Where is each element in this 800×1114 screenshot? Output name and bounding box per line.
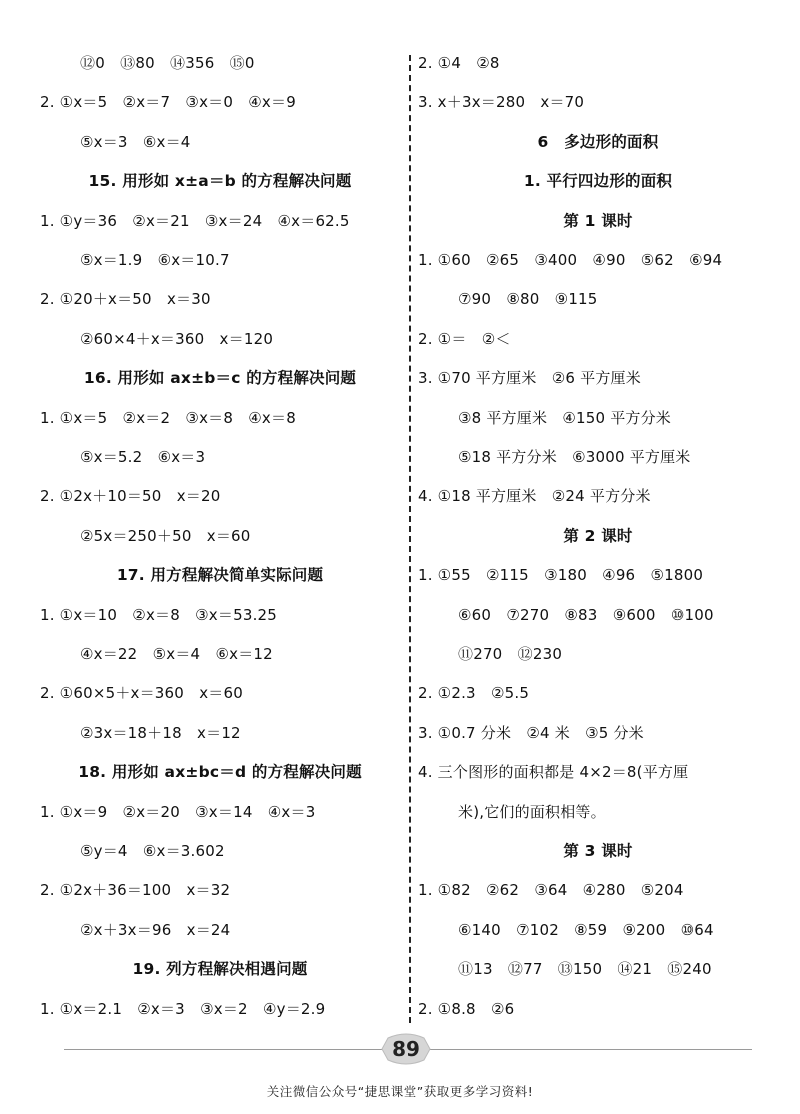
answer-line: 2. ①＝ ②＜ [418, 329, 511, 348]
answer-line: 1. ①x＝5 ②x＝2 ③x＝8 ④x＝8 [40, 408, 296, 427]
answer-line: 1. ①x＝10 ②x＝8 ③x＝53.25 [40, 605, 278, 624]
section-heading: 第 1 课时 [563, 211, 633, 230]
answer-line: ⑤x＝5.2 ⑥x＝3 [80, 448, 206, 466]
answer-line: 1. ①55 ②115 ③180 ④96 ⑤1800 [418, 566, 704, 585]
footer-note: 关注微信公众号“捷思课堂”获取更多学习资料! [266, 1084, 534, 1099]
section-heading: 第 2 课时 [563, 526, 633, 545]
footer-rule-left [64, 1049, 382, 1050]
column-divider [409, 55, 411, 1023]
answer-line: 1. ①x＝9 ②x＝20 ③x＝14 ④x＝3 [40, 802, 316, 821]
answer-line: ⑥140 ⑦102 ⑧59 ⑨200 ⑩64 [458, 920, 714, 939]
answer-line: 2. ①2.3 ②5.5 [418, 684, 530, 703]
section-heading: 16. 用形如 ax±b＝c 的方程解决问题 [83, 369, 357, 388]
answer-line: 4. ①18 平方厘米 ②24 平方分米 [418, 487, 651, 506]
answer-line: 1. ①82 ②62 ③64 ④280 ⑤204 [418, 881, 684, 900]
section-heading: 18. 用形如 ax±bc＝d 的方程解决问题 [78, 763, 362, 782]
answer-line: 2. ①4 ②8 [418, 54, 500, 72]
section-heading: 19. 列方程解决相遇问题 [132, 960, 308, 979]
answer-line: ⑤y＝4 ⑥x＝3.602 [80, 842, 225, 860]
answer-line: 1. ①x＝2.1 ②x＝3 ③x＝2 ④y＝2.9 [40, 999, 326, 1018]
section-heading: 第 3 课时 [563, 842, 633, 860]
answer-line: 2. ①x＝5 ②x＝7 ③x＝0 ④x＝9 [40, 93, 296, 112]
section-heading: 17. 用方程解决简单实际问题 [116, 566, 324, 585]
answer-line: ⑤x＝3 ⑥x＝4 [80, 132, 191, 151]
answer-line: ⑦90 ⑧80 ⑨115 [458, 290, 598, 309]
answer-line: ⑤18 平方分米 ⑥3000 平方厘米 [458, 448, 691, 466]
answer-line: ②5x＝250＋50 x＝60 [80, 526, 251, 545]
answer-line: 米),它们的面积相等。 [458, 802, 606, 821]
answer-line: 4. 三个图形的面积都是 4×2＝8(平方厘 [418, 763, 689, 782]
answer-line: 2. ①2x＋36＝100 x＝32 [40, 881, 231, 900]
answer-line: ⑫0 ⑬80 ⑭356 ⑮0 [80, 54, 255, 72]
answer-line: 1. ①y＝36 ②x＝21 ③x＝24 ④x＝62.5 [40, 211, 350, 230]
answer-line: ⑪270 ⑫230 [458, 645, 563, 663]
answer-line: ④x＝22 ⑤x＝4 ⑥x＝12 [80, 645, 273, 663]
answer-line: 3. ①0.7 分米 ②4 米 ③5 分米 [418, 723, 644, 742]
answer-line: ②60×4＋x＝360 x＝120 [80, 329, 274, 348]
answer-line: 3. x＋3x＝280 x＝70 [418, 93, 585, 112]
page-number: 89 [392, 1037, 420, 1061]
footer-rule-right [426, 1049, 752, 1050]
answer-line: 1. ①60 ②65 ③400 ④90 ⑤62 ⑥94 [418, 251, 723, 269]
answer-line: 2. ①2x＋10＝50 x＝20 [40, 487, 221, 506]
answer-line: 3. ①70 平方厘米 ②6 平方厘米 [418, 369, 641, 388]
section-heading: 6 多边形的面积 [537, 132, 659, 151]
answer-line: ⑪13 ⑫77 ⑬150 ⑭21 ⑮240 [458, 960, 712, 979]
answer-line: 2. ①20＋x＝50 x＝30 [40, 290, 211, 309]
answer-line: ③8 平方厘米 ④150 平方分米 [458, 408, 672, 427]
answer-line: ⑥60 ⑦270 ⑧83 ⑨600 ⑩100 [458, 605, 714, 624]
answer-line: 2. ①60×5＋x＝360 x＝60 [40, 684, 243, 703]
answer-line: ②x＋3x＝96 x＝24 [80, 920, 231, 939]
answer-line: 2. ①8.8 ②6 [418, 999, 515, 1018]
answer-line: ⑤x＝1.9 ⑥x＝10.7 [80, 251, 230, 269]
answer-line: ②3x＝18＋18 x＝12 [80, 723, 241, 742]
section-heading: 15. 用形如 x±a＝b 的方程解决问题 [88, 172, 352, 191]
section-heading: 1. 平行四边形的面积 [523, 172, 673, 191]
